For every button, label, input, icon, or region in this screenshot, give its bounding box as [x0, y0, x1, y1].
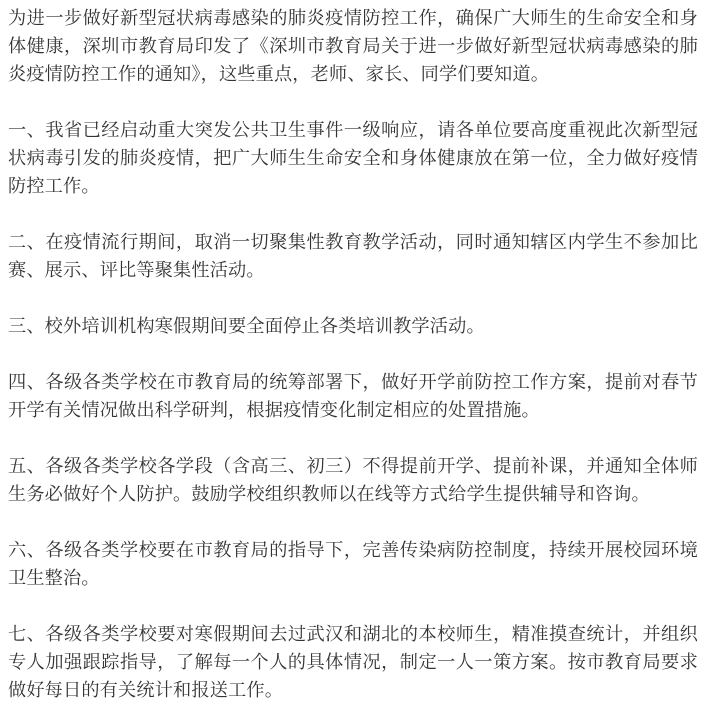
article-body	[8, 5, 698, 705]
point-paragraph-3: 三、校外培训机构寒假期间要全面停止各类培训教学活动。	[8, 316, 485, 337]
point-paragraph-7: 七、各级各类学校要对寒假期间去过武汉和湖北的本校师生，精准摸查统计，并组织专人加强跟踪指导，了解每一个人的具体情况，制定一人一策方案。按市教育局要求做好每日的有关统计和报送工作。	[8, 624, 698, 701]
intro-paragraph: 为进一步做好新型冠状病毒感染的肺炎疫情防控工作，确保广大师生的生命安全和身体健康，深圳市教育局印发了《深圳市教育局关于进一步做好新型冠状病毒感染的肺炎疫情防控工作的通知》，这些重点，老师、家长、同学们要知道。	[8, 8, 698, 85]
point-paragraph-1: 一、我省已经启动重大突发公共卫生事件一级响应，请各单位要高度重视此次新型冠状病毒引发的肺炎疫情，把广大师生生命安全和身体健康放在第一位，全力做好疫情防控工作。	[8, 120, 698, 197]
point-paragraph-5: 五、各级各类学校各学段（含高三、初三）不得提前开学、提前补课，并通知全体师生务必做好个人防护。鼓励学校组织教师以在线等方式给学生提供辅导和咨询。	[8, 456, 698, 505]
point-paragraph-2: 二、在疫情流行期间，取消一切聚集性教育教学活动，同时通知辖区内学生不参加比赛、展示、评比等聚集性活动。	[8, 232, 698, 281]
point-paragraph-6: 六、各级各类学校要在市教育局的指导下，完善传染病防控制度，持续开展校园环境卫生整治。	[8, 540, 698, 589]
point-paragraph-4: 四、各级各类学校在市教育局的统筹部署下，做好开学前防控工作方案，提前对春节开学有关情况做出科学研判，根据疫情变化制定相应的处置措施。	[8, 372, 698, 421]
